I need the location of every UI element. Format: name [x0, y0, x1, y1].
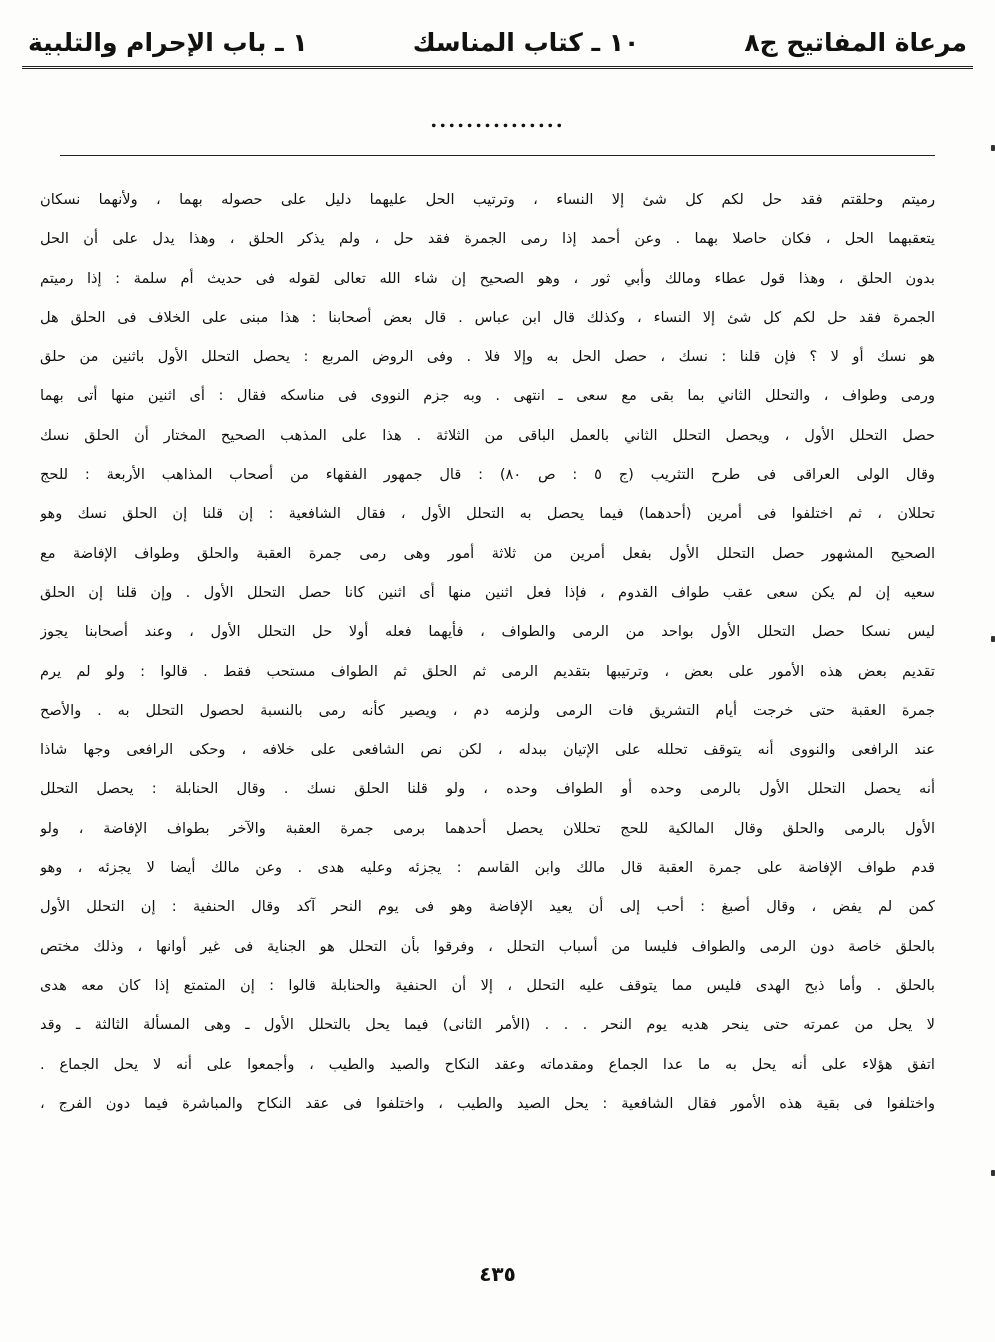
text-line: الصحيح المشهور حصل التحلل الأول بفعل أمرين من ثلاثة أمور وهى رمى جمرة العقبة والحلق وطواف الإفاضة مع [40, 544, 935, 562]
section-rule [60, 155, 935, 156]
header-book-title: مرعاة المفاتيح ج٨ [744, 27, 967, 57]
text-line: وقال الولى العراقى فى طرح التثريب (ج ٥ : ص ٨٠) : قال جمهور الفقهاء من أصحاب المذاهب الأربعة : للحج [40, 466, 935, 484]
text-line: ورمى وطواف ، والتحلل الثاني بما بقى مع سعى ـ انتهى . وبه جزم النووى فى مناسكه فقال : أى اثنين منها أتى بهما [40, 387, 935, 405]
text-line: بالحلق . وأما ذبح الهدى فليس مما يتوقف عليه التحلل ، إلا أن الحنفية والحنابلة قالوا : إن المتمتع إذا كان معه هدى [40, 976, 935, 994]
text-line: رميتم وحلقتم فقد حل لكم كل شئ إلا النساء ، وترتيب الحل عليهما دليل على حصوله بهما ، ولأنهما نسكان [40, 191, 935, 208]
margin-mark [991, 636, 995, 642]
text-line: قدم طواف الإفاضة على جمرة العقبة قال مالك وابن القاسم : يجزئه وعليه هدى . وعن مالك أيضا لا يجزئه ، وهو [40, 859, 935, 877]
text-line: كمن لم يفض ، وقال أصبغ : أحب إلى أن يعيد الإفاضة وهو فى يوم النحر آكد وقال الحنفية : إن التحلل الأول [40, 898, 935, 916]
text-line: الأول بالرمى والحلق وقال المالكية للحج تحللان يحصل أحدهما برمى جمرة العقبة والآخر بطواف الإفاضة ، ولو [40, 819, 935, 837]
header-chapter-title: ١٠ ـ كتاب المناسك [412, 27, 640, 57]
header-section-title: ١ ـ باب الإحرام والتلبية [28, 27, 308, 57]
text-line: حصل التحلل الأول ، ويحصل التحلل الثاني بالعمل الباقى من الثلاثة . هذا على المذهب الصحيح المختار أن الحلق نسك [40, 426, 935, 444]
text-line: اتفق هؤلاء على أنه يحل به ما عدا الجماع ومقدماته وعقد النكاح والصيد والطيب ، وأجمعوا على أنه لا يحل الجماع . [40, 1055, 935, 1073]
text-line: سعيه إن لم يكن سعى عقب طواف القدوم ، فإذا فعل اثنين منها أى اثنين كانا حصل التحلل الأول . وإن قلنا إن الحلق [40, 583, 935, 601]
separator-dots: ............... [430, 108, 565, 132]
text-line: واختلفوا فى بقية هذه الأمور فقال الشافعية : يحل الصيد والطيب ، واختلفوا فى عقد النكاح والمباشرة فيما دون الفرج ، [40, 1094, 935, 1112]
text-line: هو نسك أو لا ؟ فإن قلنا : نسك ، حصل الحل به وإلا فلا . وفى الروض المربع : يحصل التحلل الأول باثنين من حلق [40, 348, 935, 366]
text-line: تحللان ، ثم اختلفوا فى أمرين (أحدهما) فيما يحصل به التحلل الأول ، فقال الشافعية : إن قلنا إن الحلق نسك وهو [40, 505, 935, 523]
header-double-rule [22, 66, 973, 69]
running-header [28, 22, 967, 62]
text-line: لا يحل من عمرته حتى ينحر هديه يوم النحر . . . (الأمر الثانى) فيما يحل بالتحلل الأول ـ وهى المسألة الثالثة ـ وقد [40, 1016, 935, 1034]
text-line: بالحلق خاصة دون الرمى والطواف فليسا من أسباب التحلل ، وفرقوا بأن التحلل هو الجناية فى غير أوانها ، وذلك مختص [40, 937, 935, 955]
page-number: ٤٣٥ [479, 1262, 516, 1286]
text-line: ليس نسكا حصل التحلل الأول بواحد من الرمى والطواف ، فأيهما فعله أولا حل التحلل الأول ، وعند أصحابنا يجوز [40, 623, 935, 641]
text-line: أنه يحصل التحلل الأول بالرمى وحده أو الطواف وحده ، ولو قلنا الحلق نسك . وقال الحنابلة : يحصل التحلل [40, 780, 935, 798]
margin-mark [991, 1170, 995, 1176]
body-text [40, 180, 935, 1123]
text-line: جمرة العقبة حتى خرجت أيام التشريق فات الرمى ولزمه دم ، ويصير كأنه رمى بالنسبة لحصول التحلل به . والأصح [40, 701, 935, 719]
text-line: بدون الحلق ، وهذا قول عطاء ومالك وأبي ثور ، وهو الصحيح إن شاء الله تعالى لقوله فى حديث أم سلمة : إذا رميتم [40, 269, 935, 287]
text-line: الجمرة فقد حل لكم كل شئ إلا النساء ، وكذلك قال ابن عباس . قال بعض أصحابنا : هذا مبنى على الخلاف فى الحلق هل [40, 308, 935, 326]
text-line: يتعقبهما الحل ، فكان حاصلا بهما . وعن أحمد إذا رمى الجمرة فقد حل ، ولم يذكر الحلق ، وهذا يدل على أن الحل [40, 230, 935, 248]
text-line: عند الرافعى والنووى أنه يتوقف تحلله على الإتيان ببدله ، لكن نص الشافعى على خلافه ، وحكى الرافعى وجها شاذا [40, 741, 935, 759]
margin-mark [991, 145, 995, 151]
text-line: تقديم بعض هذه الأمور على بعض ، وترتيبها بتقديم الرمى ثم الحلق ثم الطواف مستحب فقط . قالوا : ولو لم يرم [40, 662, 935, 680]
